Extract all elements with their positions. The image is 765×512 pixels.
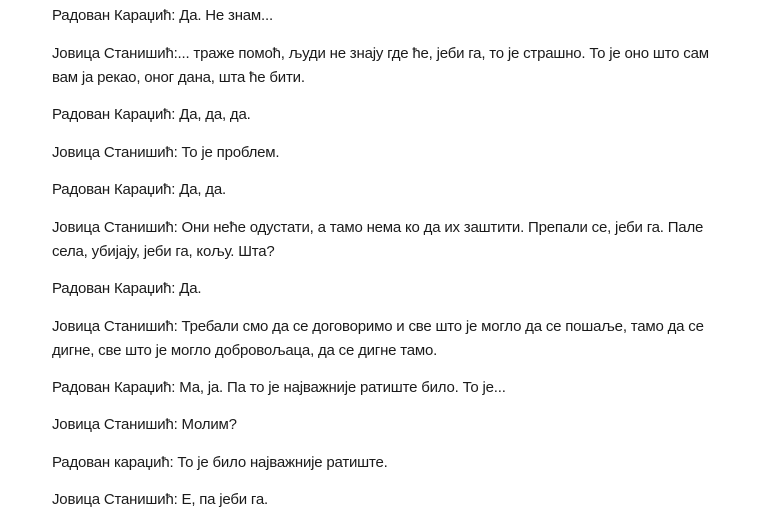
- transcript-line: Јовица Станишић: Молим?: [52, 416, 237, 433]
- transcript-line: Јовица Станишић: То је проблем.: [52, 144, 280, 161]
- transcript-paragraph: [52, 141, 752, 165]
- transcript-line: дигне, све што је могло добровољаца, да се дигне тамо.: [52, 342, 438, 359]
- transcript-paragraph: [52, 4, 752, 28]
- transcript-line: Радован Караџић: Да. Не знам...: [52, 7, 273, 24]
- transcript-paragraph: [52, 42, 752, 90]
- transcript-line: Јовица Станишић:... траже помоћ, људи не знају где ће, јеби га, то је страшно. То је оно што сам: [52, 45, 709, 62]
- transcript-line: Радован Караџић: Ма, ја. Па то је најважније ратиште било. То је...: [52, 379, 506, 396]
- transcript-paragraph: [52, 103, 752, 127]
- transcript-line: Јовица Станишић: Они неће одустати, а тамо нема ко да их заштити. Препали се, јеби га. Пале: [52, 219, 704, 236]
- transcript-paragraph: [52, 216, 752, 264]
- transcript-paragraph: [52, 488, 752, 512]
- transcript-paragraph: [52, 413, 752, 437]
- transcript-line: Радован Караџић: Да.: [52, 280, 202, 297]
- transcript-line: Јовица Станишић: Е, па јеби га.: [52, 491, 268, 508]
- transcript-line: села, убијају, јеби га, кољу. Шта?: [52, 243, 275, 260]
- transcript-line: вам ја рекао, оног дана, шта ће бити.: [52, 69, 305, 86]
- transcript-line: Радован караџић: То је било најважније ратиште.: [52, 454, 388, 471]
- transcript-paragraph: [52, 277, 752, 301]
- transcript-line: Радован Караџић: Да, да, да.: [52, 106, 251, 123]
- transcript-paragraph: [52, 315, 752, 363]
- transcript-paragraph: [52, 451, 752, 475]
- transcript-line: Радован Караџић: Да, да.: [52, 181, 226, 198]
- transcript-paragraph: [52, 376, 752, 400]
- transcript-paragraph: [52, 178, 752, 202]
- transcript-line: Јовица Станишић: Требали смо да се договоримо и све што је могло да се пошаље, тамо да се: [52, 318, 704, 335]
